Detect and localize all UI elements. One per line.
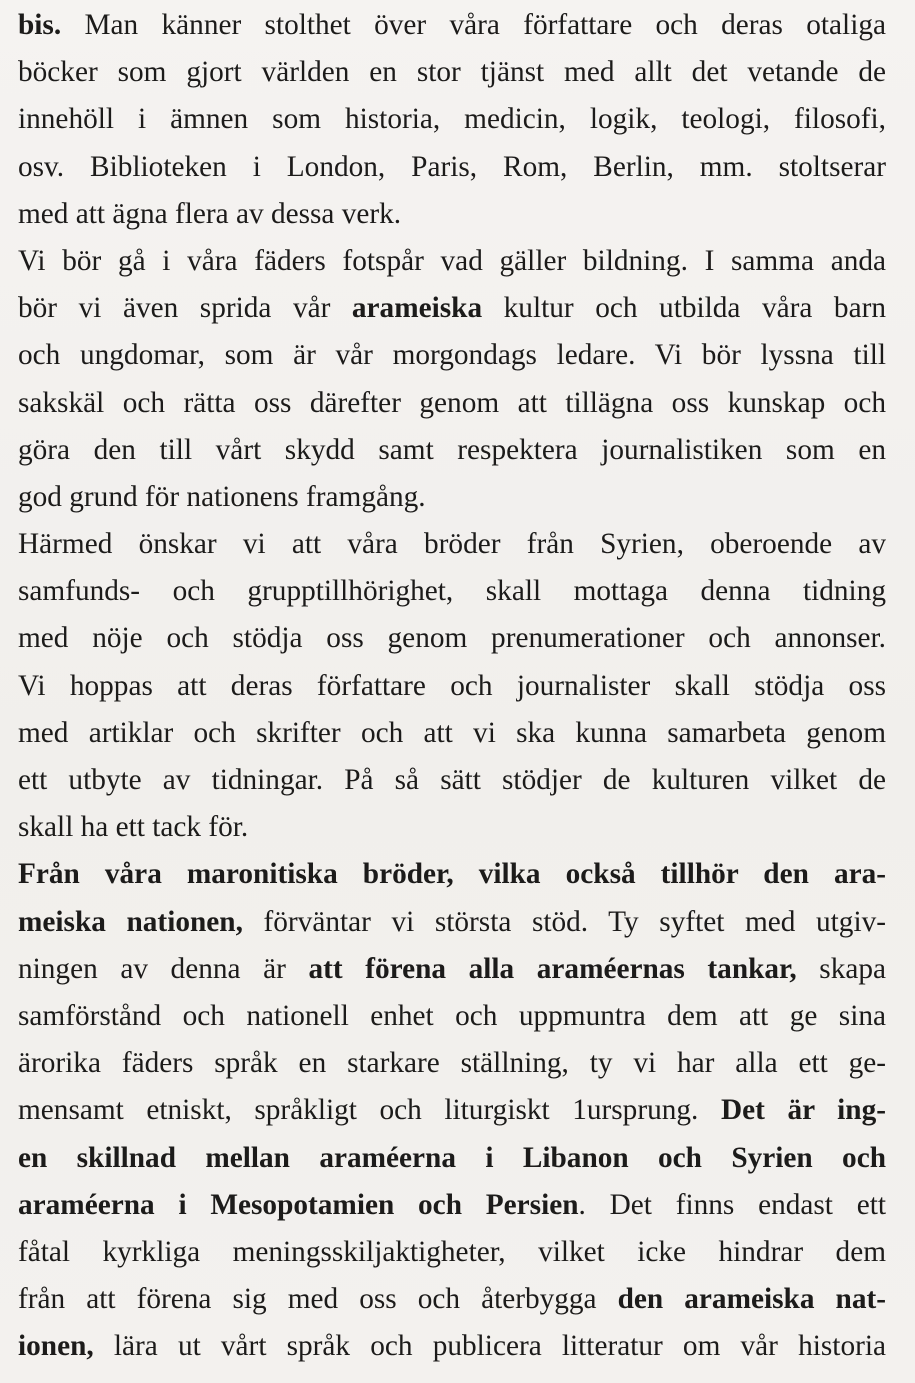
text-line <box>18 568 886 615</box>
text-segment: . Det finns endast ett <box>578 1188 886 1221</box>
text-segment: mensamt etniskt, språkligt och liturgiskt 1ursprung. <box>18 1094 721 1127</box>
text-segment: skall ha ett tack för. <box>18 811 249 844</box>
bold-text-segment: Det är ing- <box>720 1094 886 1127</box>
text-segment: sakskäl och rätta oss därefter genom att tillägna oss kunskap och <box>18 386 886 419</box>
text-line <box>18 238 886 285</box>
text-line <box>18 993 886 1040</box>
text-line <box>18 1182 886 1229</box>
text-segment: med att ägna flera av dessa verk. <box>18 197 402 230</box>
text-line <box>18 49 886 96</box>
text-segment: fåtal kyrkliga meningsskiljaktigheter, vilket icke hindrar dem <box>18 1235 886 1268</box>
text-segment: osv. Biblioteken i London, Paris, Rom, Berlin, mm. stoltserar <box>18 150 886 183</box>
bold-text-segment: en skillnad mellan araméerna i Libanon och Syrien och <box>18 1141 886 1174</box>
text-segment: skapa <box>796 952 886 985</box>
text-line <box>18 663 886 710</box>
bold-text-segment: bis. <box>18 9 62 41</box>
text-segment: bör vi även sprida vår <box>18 292 352 325</box>
text-segment: Man känner stolthet över våra författare och deras otaliga <box>61 9 886 41</box>
text-line <box>18 757 886 804</box>
text-segment: Härmed önskar vi att våra bröder från Syrien, oberoende av <box>18 528 886 561</box>
text-segment: ningen av denna är <box>18 952 309 985</box>
bold-text-segment: arameiska <box>351 292 483 325</box>
text-line <box>18 332 886 379</box>
text-line <box>18 521 886 568</box>
text-line <box>18 474 886 521</box>
bold-text-segment: meiska nationen, <box>18 905 243 938</box>
text-line <box>18 427 886 474</box>
bold-text-segment: ionen, <box>18 1330 94 1363</box>
bold-text-segment: den arameiska nat- <box>617 1283 886 1316</box>
text-segment: ärorika fäders språk en starkare ställning, ty vi har alla ett ge- <box>18 1047 886 1080</box>
text-segment: samfunds- och grupptillhörighet, skall mottaga denna tidning <box>18 575 886 608</box>
text-line <box>18 1276 886 1323</box>
text-line <box>18 1087 886 1134</box>
text-segment: ett utbyte av tidningar. På så sätt stödjer de kulturen vilket de <box>18 764 886 796</box>
text-line <box>18 1323 886 1370</box>
text-segment: Vi hoppas att deras författare och journalister skall stödja oss <box>18 669 886 702</box>
text-line <box>18 191 886 238</box>
text-line <box>18 615 886 662</box>
text-segment: Vi bör gå i våra fäders fotspår vad gäller bildning. I samma anda <box>18 244 886 277</box>
text-line <box>18 2 886 49</box>
text-segment: innehöll i ämnen som historia, medicin, logik, teologi, filosofi, <box>18 103 886 136</box>
text-segment: kultur och utbilda våra barn <box>482 292 886 325</box>
bold-text-segment: Från våra maronitiska bröder, vilka också tillhör den ara- <box>18 858 886 891</box>
text-line <box>18 710 886 757</box>
text-segment: god grund för nationens framgång. <box>18 480 426 513</box>
text-line <box>18 1135 886 1182</box>
text-line <box>18 899 886 946</box>
text-line <box>18 804 886 851</box>
text-segment: göra den till vårt skydd samt respektera journalistiken som en <box>18 433 886 466</box>
text-line <box>18 96 886 143</box>
text-line <box>18 380 886 427</box>
text-segment: med artiklar och skrifter och att vi ska kunna samarbeta genom <box>18 716 886 749</box>
text-line <box>18 285 886 332</box>
text-segment: från att förena sig med oss och återbygga <box>18 1283 618 1316</box>
text-segment: lära ut vårt språk och publicera litteratur om vår historia <box>93 1330 886 1363</box>
text-line <box>18 1229 886 1276</box>
document-body-text <box>18 2 886 1370</box>
text-line <box>18 1040 886 1087</box>
text-line <box>18 946 886 993</box>
bold-text-segment: araméerna i Mesopotamien och Persien <box>18 1188 579 1221</box>
text-segment: och ungdomar, som är vår morgondags ledare. Vi bör lyssna till <box>18 339 886 372</box>
text-line <box>18 851 886 898</box>
text-segment: samförstånd och nationell enhet och uppmuntra dem att ge sina <box>18 999 886 1032</box>
text-line <box>18 144 886 191</box>
bold-text-segment: att förena alla araméernas tankar, <box>308 952 797 985</box>
text-segment: böcker som gjort världen en stor tjänst med allt det vetande de <box>18 56 886 89</box>
text-segment: med nöje och stödja oss genom prenumerationer och annonser. <box>18 622 886 655</box>
text-segment: förväntar vi största stöd. Ty syftet med utgiv- <box>242 905 886 938</box>
